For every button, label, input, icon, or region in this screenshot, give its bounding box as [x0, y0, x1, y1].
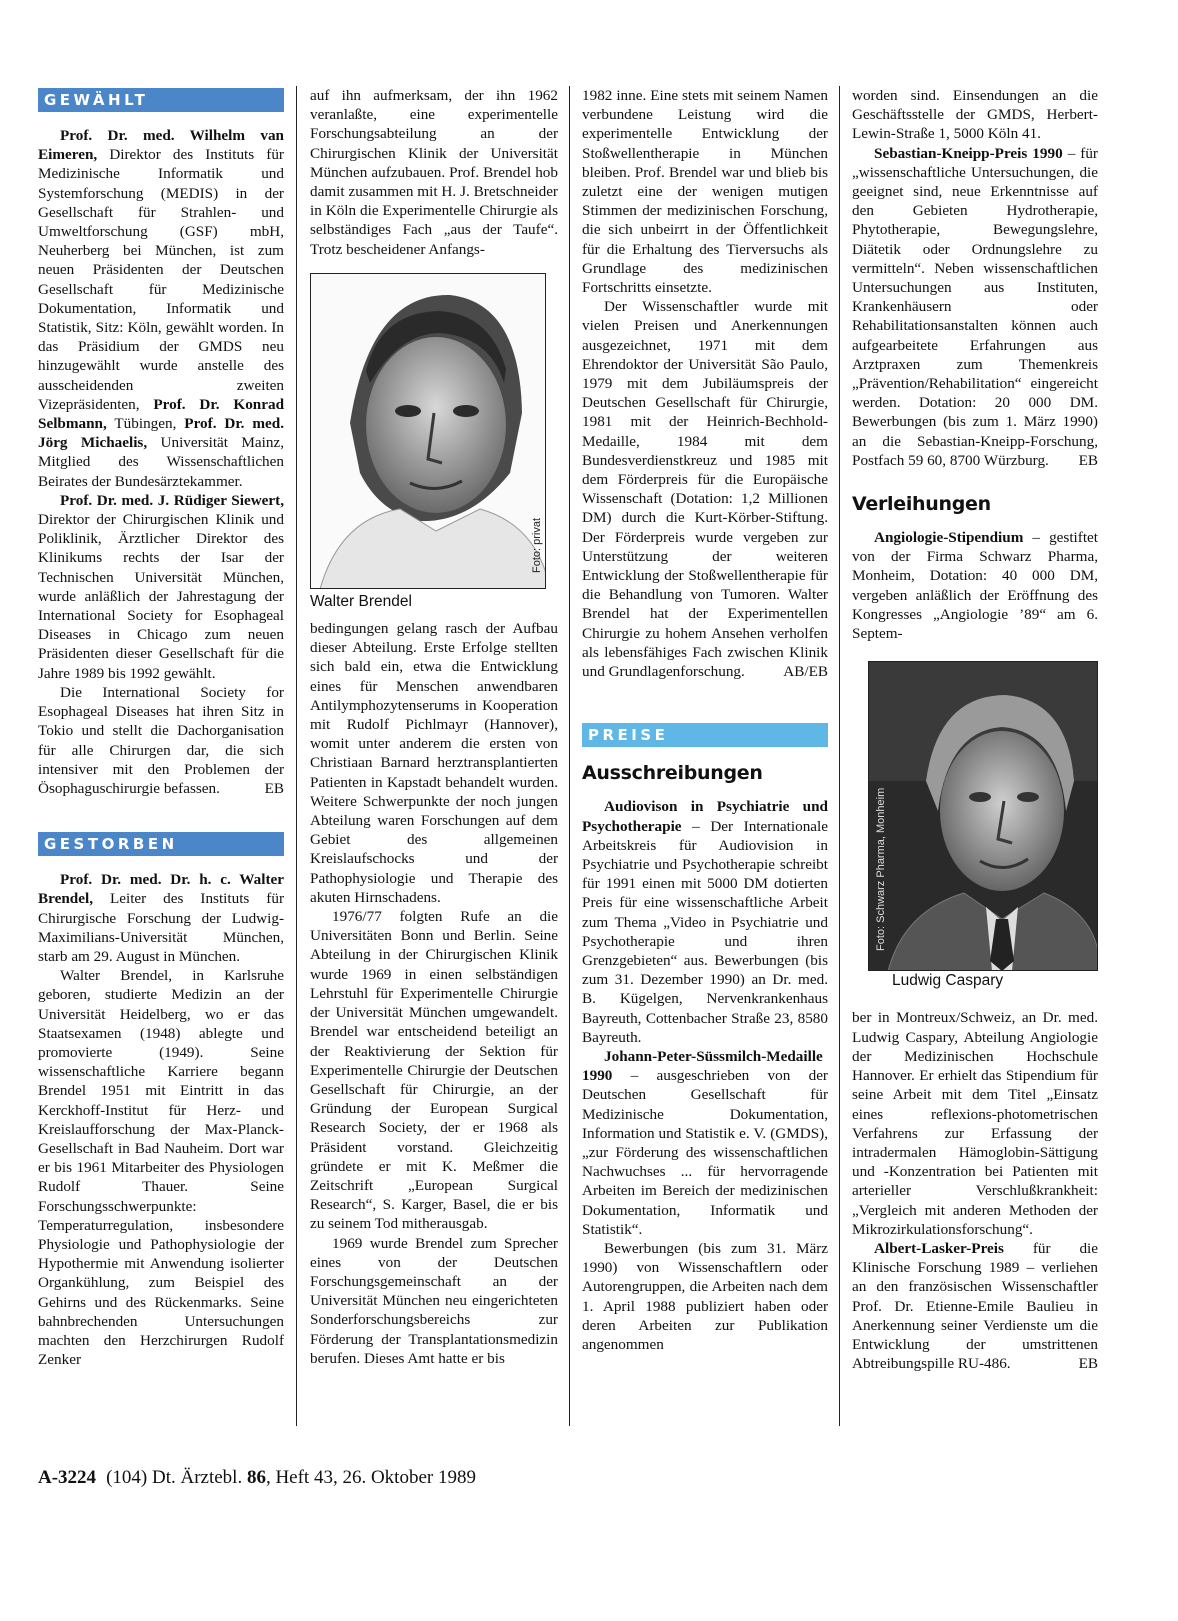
volume-number: 86 — [246, 1467, 266, 1488]
paragraph: Prof. Dr. med. Wilhelm van Eimeren, Direktor des Instituts für Medizinische Informatik und Systemforschung (MEDIS) in der Gesellschaft für Strahlen- und Umweltforschung (GSF) mbH, Neuherberg bei München, ist zum neuen Präsidenten der Deutschen Gesellschaft für Medizinische Dokumentation, Informatik und Statistik, Sitz: Köln, gewählt worden. In das Präsidium der GMDS neu hinzugewählt wurde anstelle des ausscheidenden zweiten Vizepräsidenten, Prof. Dr. Konrad Selbmann, Tübingen, Prof. Dr. med. Jörg Michaelis, Universität Mainz, Mitglied des Wissenschaftlichen Beirates der Bundesärztekammer. — [38, 127, 285, 490]
paragraph: bedingungen gelang rasch der Aufbau dieser Abteilung. Erste Erfolge stellten sich bald ein, etwa die Entwicklung eines für Menschen anwendbaren Antilymphozytenserums in Kooperation mit Rudolf Pichlmayr (Hannover), womit unter anderem die ersten von Christiaan Barnard herztransplantierten Patienten in Kapstadt behandelt wurden. Weitere Schwerpunkte der noch jungen Abteilung waren Forschungen auf dem Gebiet des allgemeinen Kreislaufschocks und der Pathophysiologie und Therapie des akuten Hirnschadens. — [310, 620, 558, 906]
photo-credit: Foto: privat — [531, 517, 543, 573]
publication-source: (104) Dt. Ärztebl. — [106, 1467, 247, 1488]
paragraph: Die International Society for Esophageal Diseases hat ihren Sitz in Tokio und stellt die Dachorganisation für alle Chirurgen dar, die sich intensiver mit den Problemen der Ösophaguschirurgie befassen. EB — [38, 683, 284, 797]
page-footer — [38, 1466, 476, 1490]
section-banner-gewaehlt: GEWÄHLT — [38, 88, 284, 112]
prize-name: Albert-Lasker-Preis — [874, 1239, 1004, 1257]
section-heading-verleihungen: Verleihungen — [852, 493, 991, 516]
column-divider — [839, 86, 840, 1426]
author-signature: EB — [1078, 1355, 1098, 1373]
portrait-photo-walter-brendel — [310, 273, 546, 589]
photo-caption: Ludwig Caspary — [888, 971, 1007, 990]
section-banner-preise: PREISE — [582, 723, 828, 747]
column-divider — [296, 86, 297, 1426]
section-banner-gestorben: GESTORBEN — [38, 832, 284, 856]
column-3 — [582, 86, 828, 1354]
photo-frame — [868, 661, 1098, 971]
paragraph: ber in Montreux/Schweiz, an Dr. med. Ludwig Caspary, Abteilung Angiologie der Medizinischen Hochschule Hannover. Er erhielt das Stipendium für seine Arbeit mit dem Titel „Einsatz eines reflexions-photometrischen Verfahrens zur Erfassung der intradermalen Hämoglobin-Sättigung und -Konzentration bei Patienten mit arterieller Verschlußkrankheit: „Vergleich mit anderen Methoden der Mikrozirkulationsforschung“. — [852, 1009, 1098, 1238]
paragraph: Audiovison in Psychiatrie und Psychotherapie – Der Internationale Arbeitskreis für Audiovision in Psychiatrie und Psychotherapie schreibt für 1991 einen mit 5000 DM dotierten Preis für eine wissenschaftliche Arbeit zum Thema „Video in Psychiatrie und Psychotherapie und ihren Grenzgebieten“ aus. Bewerbungen (bis zum 31. Dezember 1990) an Dr. med. B. Kügelgen, Nervenkrankenhaus Bayreuth, Cottenbacher Straße 23, 8580 Bayreuth. — [582, 798, 828, 1046]
column-4 — [852, 86, 1098, 1373]
paragraph: Walter Brendel, in Karlsruhe geboren, studierte Medizin an der Universität Heidelberg, wo er das Staatsexamen (1948) ablegte und promovierte (1949). Seine wissenschaftliche Karriere begann Brendel 1951 mit Eintritt in das Kerckhoff-Institut für Herz- und Kreislaufforschung der Max-Planck-Gesellschaft in Bad Nauheim. Dort war er bis 1961 Mitarbeiter des Physiologen Rudolf Thauer. Seine Forschungsschwerpunkte: Temperaturregulation, insbesondere Physiologie und Pathophysiologie der Hypothermie mit Anwendung isolierter Organkühlung, zum Beispiel des Gehirns und des Rückenmarks. Seine bahnbrechenden Untersuchungen machten den Herzchirurgen Rudolf Zenker — [38, 967, 284, 1369]
prize-name: Angiologie-Stipendium — [874, 529, 1024, 547]
paragraph: Albert-Lasker-Preis für die Klinische Forschung 1989 – verliehen an den französischen Wissenschaftler Prof. Dr. Etienne-Emile Baulieu in Anerkennung seiner Verdienste um die Entwicklung der umstrittenen Abtreibungspille RU-486. EB — [852, 1239, 1098, 1373]
person-name: Prof. Dr. med. J. Rüdiger Siewert, — [60, 491, 284, 509]
paragraph: Johann-Peter-Süssmilch-Medaille 1990 – ausgeschrieben von der Deutschen Gesellschaft für Medizinische Dokumentation, Information und Statistik e. V. (GMDS), „zur Förderung des wissenschaftlichen Nachwuchses ... für hervorragende Arbeiten im Bereich der medizinischen Dokumentation, Informatik und Statistik“. — [582, 1047, 828, 1238]
paragraph: auf ihn aufmerksam, der ihn 1962 veranlaßte, eine experimentelle Forschungsabteilung an der Chirurgischen Klinik der Universität München aufzubauen. Prof. Brendel hob damit zusammen mit H. J. Bretschneider in Köln die Experimentelle Chirurgie als selbständiges Fach „aus der Taufe“. Trotz bescheidener Anfangs- — [310, 87, 558, 258]
person-name: Prof. Dr. Konrad Selbmann, — [38, 395, 285, 433]
paragraph: Prof. Dr. med. J. Rüdiger Siewert, Direktor der Chirurgischen Klinik und Poliklinik, Ärztlicher Direktor des Klinikums rechts der Isar der Technischen Universität München, wurde anläßlich der Jahrestagung der International Society for Esophageal Diseases in Chicago zum neuen Präsidenten dieser Gesellschaft für die Jahre 1989 bis 1992 gewählt. — [38, 491, 284, 682]
person-name: Prof. Dr. med. Jörg Michaelis, — [38, 415, 284, 452]
page-number: A-3224 — [38, 1467, 97, 1488]
paragraph: Der Wissenschaftler wurde mit vielen Preisen und Anerkennungen ausgezeichnet, 1971 mit dem Ehrendoktor der Universität São Paulo, 1979 mit dem Jubiläumspreis der Deutschen Gesellschaft für Chirurgie, 1981 mit der Heinrich-Bechhold-Medaille, 1984 mit dem Bundesverdienstkreuz und 1985 mit dem Förderpreis für die Europäische Wissenschaft (Dotation: 1,2 Millionen DM) durch die Kurt-Körber-Stiftung. Der Förderpreis wurde vergeben zur Unterstützung der weiteren Entwicklung der Stoßwellentherapie für die Behandlung von Tumoren. Walter Brendel hat der Experimentellen Chirurgie zu hohem Ansehen verholfen als lebensfähiges Fach zwischen Klinik und Grundlagenforschung. AB/EB — [582, 298, 828, 681]
issue-date: , Heft 43, 26. Oktober 1989 — [265, 1467, 476, 1488]
column-2 — [310, 86, 558, 1368]
person-name: Prof. Dr. med. Wilhelm van Eimeren, — [38, 127, 284, 164]
portrait-photo-ludwig-caspary — [868, 661, 1098, 971]
paragraph: Sebastian-Kneipp-Preis 1990 – für „wissenschaftliche Untersuchungen, die geeignet sind, neue Erkenntnisse auf den Gebieten Hydrotherapie, Phytotherapie, Bewegungslehre, Diätetik oder Ordnungslehre zu vermitteln“. Neben wissenschaftlichen Untersuchungen aus Instituten, Krankenhäusern oder Rehabilitationsanstalten können auch aufgearbeitete Erfahrungen aus Arztpraxen zum Themenkreis „Prävention/Rehabilitation“ eingereicht werden. Dotation: 20 000 DM. Bewerbungen (bis zum 1. März 1990) an die Sebastian-Kneipp-Forschung, Postfach 59 60, 8700 Würzburg. EB — [852, 144, 1098, 469]
photo-caption: Walter Brendel — [310, 592, 412, 610]
author-signature: EB — [264, 779, 284, 797]
author-signature: AB/EB — [783, 663, 828, 681]
photo-credit: Foto: Schwarz Pharma, Monheim — [875, 788, 887, 952]
paragraph: 1969 wurde Brendel zum Sprecher eines von der Deutschen Forschungsgemeinschaft an der Universität München neu eingerichteten Sonderforschungsbereichs zur Förderung der Transplantationsmedizin berufen. Dieses Amt hatte er bis — [310, 1234, 558, 1367]
paragraph: Prof. Dr. med. Dr. h. c. Walter Brendel, Leiter des Instituts für Chirurgische Forschung der Ludwig-Maximilians-Universität München, starb am 29. August in München. — [38, 871, 284, 965]
paragraph: Angiologie-Stipendium – gestiftet von der Firma Schwarz Pharma, Monheim, Dotation: 40 000 DM, vergeben anläßlich der Eröffnung des Kongresses „Angiologie ’89“ am 6. Septem- — [852, 529, 1098, 643]
paragraph: 1982 inne. Eine stets mit seinem Namen verbundene Leistung wird die experimentelle Entwicklung der Stoßwellentherapie in München bleiben. Prof. Brendel war und blieb bis zuletzt eine der wenigen mutigen Stimmen der medizinischen Forschung, die sich unbeirrt in der Öffentlichkeit für die Erhaltung des Tierversuchs als Grundlage des medizinischen Fortschritts einsetzte. — [582, 87, 828, 297]
column-1 — [38, 86, 284, 1369]
section-heading-ausschreibungen: Ausschreibungen — [582, 762, 763, 785]
column-divider — [569, 86, 570, 1426]
prize-name: Audiovison in Psychiatrie und Psychotherapie — [582, 798, 828, 835]
paragraph: Bewerbungen (bis zum 31. März 1990) von Wissenschaftlern oder Autorengruppen, die Arbeiten nach dem 1. April 1988 publiziert haben oder deren Arbeiten zur Publikation angenommen — [582, 1239, 828, 1353]
prize-name: Sebastian-Kneipp-Preis 1990 — [874, 144, 1063, 162]
paragraph: worden sind. Einsendungen an die Geschäftsstelle der GMDS, Herbert-Lewin-Straße 1, 5000 Köln 41. — [852, 87, 1098, 143]
author-signature: EB — [1078, 451, 1098, 469]
photo-frame — [310, 273, 546, 589]
person-name: Prof. Dr. med. Dr. h. c. Walter Brendel, — [38, 871, 284, 908]
prize-name: Johann-Peter-Süssmilch-Medaille 1990 — [582, 1047, 823, 1085]
paragraph: 1976/77 folgten Rufe an die Universitäten Bonn und Berlin. Seine Abteilung in der Chirurgischen Klinik wurde 1969 in einen selbständigen Lehrstuhl für Experimentelle Chirurgie der Universität München umgewandelt. Brendel war entscheidend beteiligt an der Reaktivierung der Sektion für Experimentelle Chirurgie der Deutschen Gesellschaft für Chirurgie, an der Gründung der European Surgical Research Society, der er 1968 als Präsident vorstand. Gleichzeitig gründete er mit K. Meßmer die Zeitschrift „European Surgical Research“, S. Karger, Basel, die er bis zu seinem Tod mitherausgab. — [310, 908, 558, 1233]
